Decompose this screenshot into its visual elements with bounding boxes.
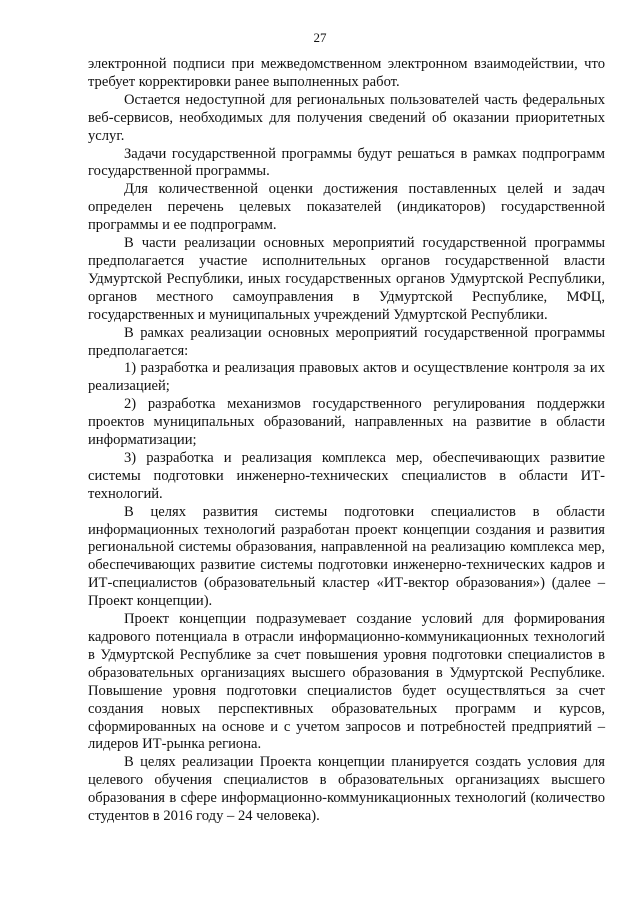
paragraph-tasks: Задачи государственной программы будут решаться в рамках подпрограмм государственной программы. — [88, 145, 605, 180]
paragraph-indicators: Для количественной оценки достижения поставленных целей и задач определен перечень целевых показателей (индикаторов) государственной программы и ее подпрограмм. — [88, 181, 605, 234]
list-item-3: 3) разработка и реализация комплекса мер, обеспечивающих развитие системы подготовки инженерно-технических специалистов в области ИТ-технологий. — [88, 449, 605, 502]
paragraph-measures-intro: В рамках реализации основных мероприятий государственной программы предполагается: — [88, 324, 605, 359]
paragraph-continuation: электронной подписи при межведомственном электронном взаимодействии, что требует корректировки ранее выполненных работ. — [88, 56, 605, 90]
paragraph-web-services: Остается недоступной для региональных пользователей часть федеральных веб-сервисов, необходимых для получения сведений об оказании приоритетных услуг. — [88, 91, 605, 144]
paragraph-concept-project: В целях развития системы подготовки специалистов в области информационных технологий разработан проект концепции создания и развития региональной системы образования, направленной на реализацию комплекса мер, обеспечивающих развитие системы подготовки инженерно-технических кадров и ИТ-специалистов (образовательный кластер «ИТ-вектор образования») (далее – Проект концепции). — [88, 503, 605, 610]
list-item-1: 1) разработка и реализация правовых актов и осуществление контроля за их реализацией; — [88, 360, 605, 395]
page-number: 27 — [313, 30, 327, 45]
paragraph-concept-goals: Проект концепции подразумевает создание условий для формирования кадрового потенциала в отрасли информационно-коммуникационных технологий в Удмуртской Республике за счет повышения уровня подготовки специалистов в образовательных организациях высшего образования в Удмуртской Республике. Повышение уровня подготовки специалистов будет осуществляться за счет создания новых перспективных образовательных программ и курсов, сформированных на основе и с учетом запросов и потребностей предприятий – лидеров ИТ-рынка региона. — [88, 611, 605, 753]
document-body — [88, 56, 605, 826]
list-item-2: 2) разработка механизмов государственного регулирования поддержки проектов муниципальных образований, направленных на развитие в области информатизации; — [88, 396, 605, 449]
paragraph-targeted-training: В целях реализации Проекта концепции планируется создать условия для целевого обучения специалистов в образовательных организациях высшего образования в сфере информационно-коммуникационных технологий (количество студентов в 2016 году – 24 человека). — [88, 754, 605, 825]
paragraph-participants: В части реализации основных мероприятий государственной программы предполагается участие исполнительных органов государственной власти Удмуртской Республики, иных государственных органов Удмуртской Республики, органов местного самоуправления в Удмуртской Республике, МФЦ, государственных и муниципальных учреждений Удмуртской Республики. — [88, 235, 605, 323]
